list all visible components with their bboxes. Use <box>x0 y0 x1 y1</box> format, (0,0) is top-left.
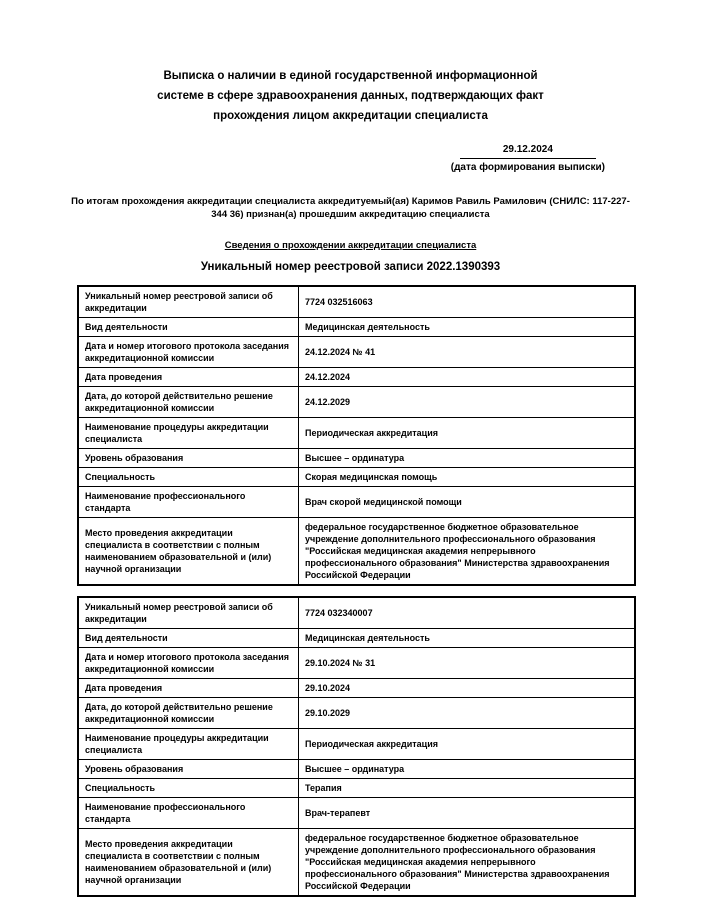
field-label: Место проведения аккредитации специалиста в соответствии с полным наименованием образовательной и (или) научной организации <box>78 829 299 897</box>
table-row <box>78 286 635 318</box>
field-value: Терапия <box>299 779 636 798</box>
field-value: Периодическая аккредитация <box>299 729 636 760</box>
accreditation-table-1 <box>77 285 636 586</box>
table-row <box>78 318 635 337</box>
table-row <box>78 597 635 629</box>
section-heading: Сведения о прохождении аккредитации специалиста <box>224 240 477 251</box>
field-label: Дата, до которой действительно решение аккредитационной комиссии <box>78 698 299 729</box>
table-row <box>78 337 635 368</box>
table-row <box>78 648 635 679</box>
field-value: федеральное государственное бюджетное образовательное учреждение дополнительного профессионального образования "Российская медицинская академия непрерывного профессионального образования" Министерства здравоохранения Российской Федерации <box>299 518 636 586</box>
field-value: 24.12.2029 <box>299 387 636 418</box>
field-value: 29.10.2029 <box>299 698 636 729</box>
table-row <box>78 798 635 829</box>
table-row <box>78 629 635 648</box>
formation-date-value: 29.12.2024 <box>460 143 596 159</box>
field-label: Дата проведения <box>78 368 299 387</box>
table-row <box>78 779 635 798</box>
field-value: Высшее – ординатура <box>299 760 636 779</box>
field-label: Дата и номер итогового протокола заседания аккредитационной комиссии <box>78 337 299 368</box>
table-row <box>78 449 635 468</box>
table-row <box>78 760 635 779</box>
field-label: Дата и номер итогового протокола заседания аккредитационной комиссии <box>78 648 299 679</box>
field-label: Наименование профессионального стандарта <box>78 798 299 829</box>
field-label: Уровень образования <box>78 760 299 779</box>
field-value: 7724 032516063 <box>299 286 636 318</box>
document-title <box>0 66 701 126</box>
field-value: Врач скорой медицинской помощи <box>299 487 636 518</box>
registry-number-heading: Уникальный номер реестровой записи 2022.1390393 <box>200 261 501 273</box>
field-value: Высшее – ординатура <box>299 449 636 468</box>
field-label: Дата, до которой действительно решение аккредитационной комиссии <box>78 387 299 418</box>
title-line-1: Выписка о наличии в единой государственной информационной <box>163 70 538 82</box>
field-value: федеральное государственное бюджетное образовательное учреждение дополнительного профессионального образования "Российская медицинская академия непрерывного профессионального образования" Министерства здравоохранения Российской Федерации <box>299 829 636 897</box>
field-label: Место проведения аккредитации специалиста в соответствии с полным наименованием образовательной и (или) научной организации <box>78 518 299 586</box>
field-label: Специальность <box>78 468 299 487</box>
field-value: 29.10.2024 № 31 <box>299 648 636 679</box>
title-line-2: системе в сфере здравоохранения данных, подтверждающих факт <box>157 90 544 102</box>
intro-line-2: 344 36) признан(а) прошедшим аккредитацию специалиста <box>211 209 490 220</box>
table-row <box>78 418 635 449</box>
table-row <box>78 729 635 760</box>
table-row <box>78 387 635 418</box>
field-label: Уровень образования <box>78 449 299 468</box>
field-value: Периодическая аккредитация <box>299 418 636 449</box>
field-value: Скорая медицинская помощь <box>299 468 636 487</box>
intro-line-1: По итогам прохождения аккредитации специалиста аккредитуемый(ая) Каримов Равиль Рамилович (СНИЛС: 117-227- <box>71 196 630 207</box>
table-row <box>78 698 635 729</box>
table-row <box>78 368 635 387</box>
intro-paragraph <box>0 195 701 221</box>
field-value: 24.12.2024 № 41 <box>299 337 636 368</box>
field-label: Уникальный номер реестровой записи об аккредитации <box>78 286 299 318</box>
field-label: Наименование процедуры аккредитации специалиста <box>78 729 299 760</box>
table-row <box>78 829 635 897</box>
title-line-3: прохождения лицом аккредитации специалиста <box>213 110 488 122</box>
field-label: Дата проведения <box>78 679 299 698</box>
accreditation-table-2 <box>77 596 636 897</box>
table-row <box>78 487 635 518</box>
field-label: Вид деятельности <box>78 318 299 337</box>
field-label: Специальность <box>78 779 299 798</box>
table-row <box>78 518 635 586</box>
field-value: Врач-терапевт <box>299 798 636 829</box>
field-value: 7724 032340007 <box>299 597 636 629</box>
field-label: Наименование профессионального стандарта <box>78 487 299 518</box>
field-label: Наименование процедуры аккредитации специалиста <box>78 418 299 449</box>
field-label: Вид деятельности <box>78 629 299 648</box>
field-value: 29.10.2024 <box>299 679 636 698</box>
formation-date-block <box>451 143 605 174</box>
field-label: Уникальный номер реестровой записи об аккредитации <box>78 597 299 629</box>
field-value: Медицинская деятельность <box>299 318 636 337</box>
field-value: Медицинская деятельность <box>299 629 636 648</box>
field-value: 24.12.2024 <box>299 368 636 387</box>
table-row <box>78 468 635 487</box>
table-row <box>78 679 635 698</box>
formation-date-caption: (дата формирования выписки) <box>450 162 605 173</box>
